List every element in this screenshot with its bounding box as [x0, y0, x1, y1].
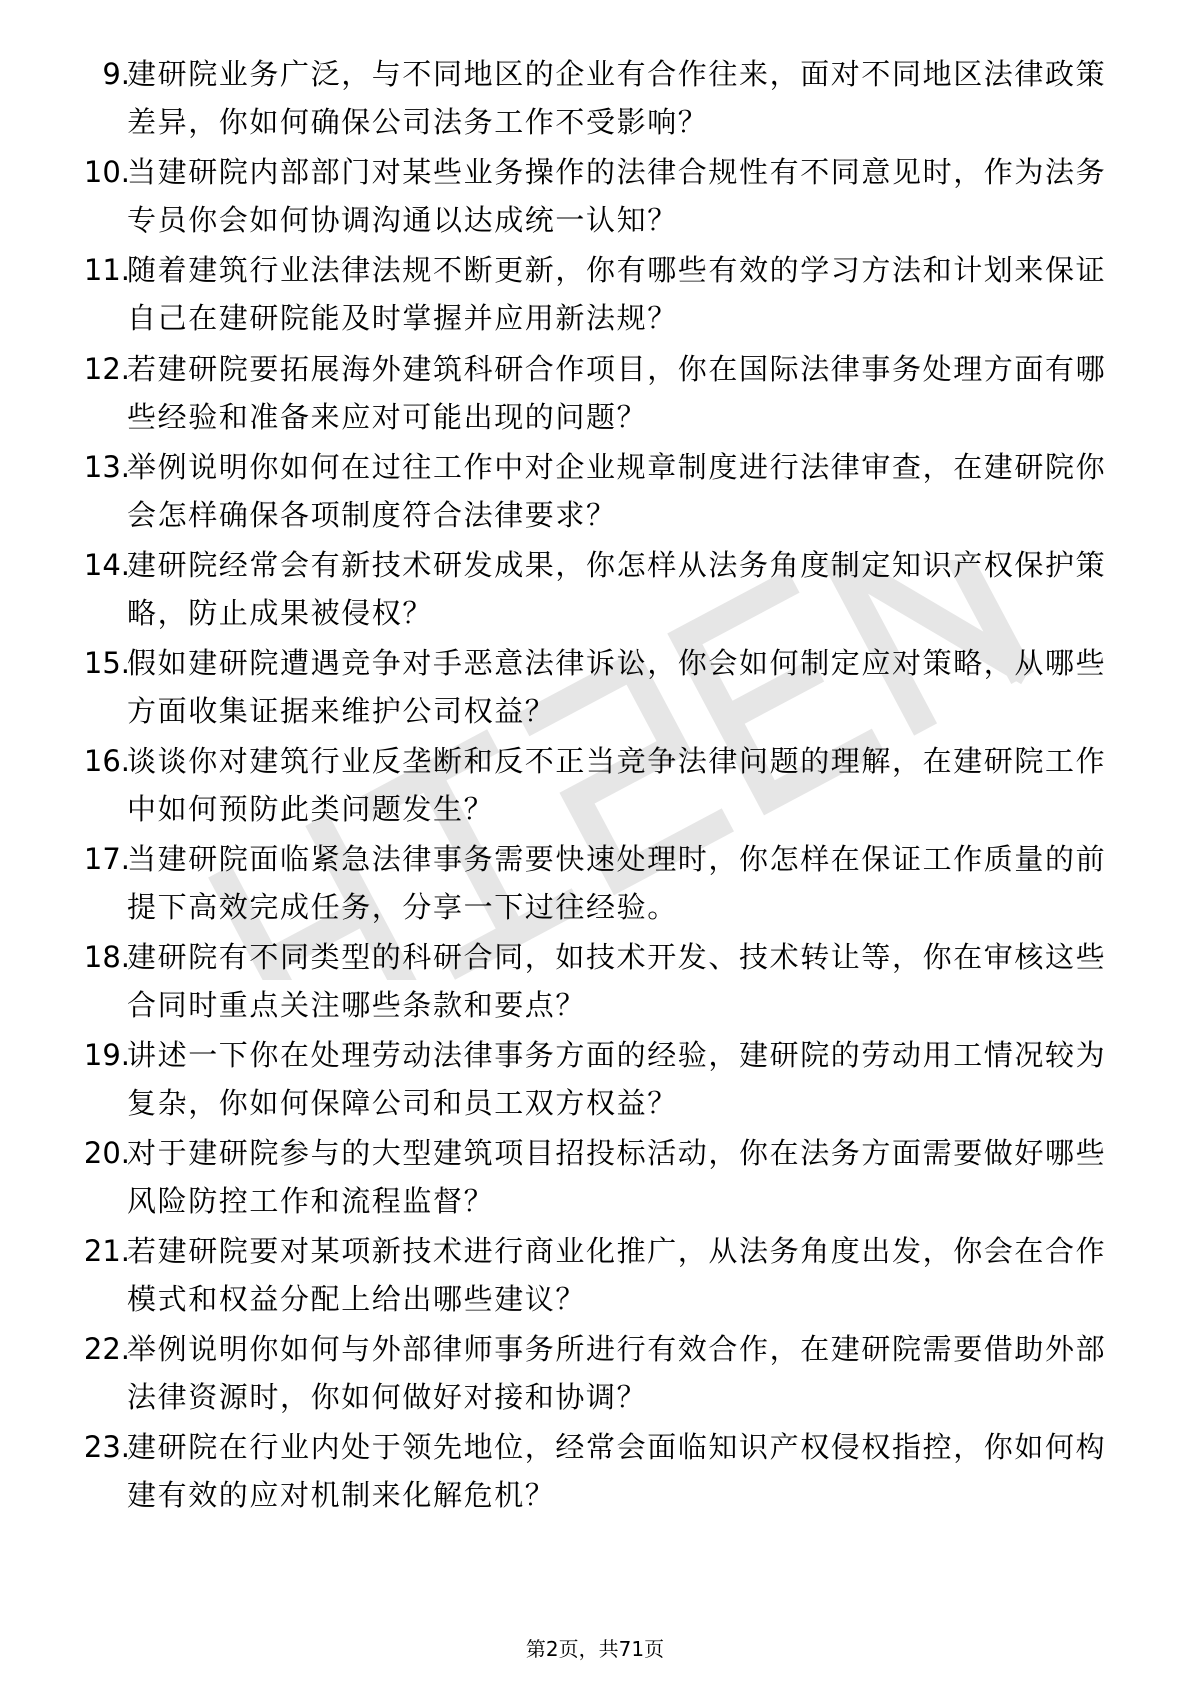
question-number: 18.	[83, 940, 130, 974]
question-text: 谈谈你对建筑行业反垄断和反不正当竞争法律问题的理解，在建研院工作中如何预防此类问题发生？	[127, 744, 1107, 826]
question-text: 讲述一下你在处理劳动法律事务方面的经验，建研院的劳动用工情况较为复杂，你如何保障公司和员工双方权益？	[127, 1038, 1107, 1120]
question-text: 当建研院内部部门对某些业务操作的法律合规性有不同意见时，作为法务专员你会如何协调沟通以达成统一认知？	[127, 155, 1107, 237]
question-text: 当建研院面临紧急法律事务需要快速处理时，你怎样在保证工作质量的前提下高效完成任务，分享一下过往经验。	[127, 842, 1107, 924]
question-text: 建研院经常会有新技术研发成果，你怎样从法务角度制定知识产权保护策略，防止成果被侵权？	[127, 548, 1107, 630]
question-text: 建研院在行业内处于领先地位，经常会面临知识产权侵权指控，你如何构建有效的应对机制来化解危机？	[127, 1430, 1107, 1512]
question-number: 23.	[83, 1430, 130, 1464]
question-number: 13.	[83, 450, 130, 484]
question-number: 16.	[83, 744, 130, 778]
question-number: 10.	[83, 155, 130, 189]
question-text: 建研院业务广泛，与不同地区的企业有合作往来，面对不同地区法律政策差异，你如何确保公司法务工作不受影响？	[127, 57, 1107, 139]
question-number: 15.	[83, 646, 130, 680]
question-number: 11.	[83, 253, 130, 287]
question-number: 12.	[83, 352, 130, 386]
question-number: 19.	[83, 1038, 130, 1072]
question-text: 举例说明你如何在过往工作中对企业规章制度进行法律审查，在建研院你会怎样确保各项制度符合法律要求？	[127, 450, 1107, 532]
question-number: 22.	[83, 1332, 130, 1366]
question-number: 14.	[83, 548, 130, 582]
question-text: 随着建筑行业法律法规不断更新，你有哪些有效的学习方法和计划来保证自己在建研院能及时掌握并应用新法规？	[127, 253, 1107, 335]
question-text: 举例说明你如何与外部律师事务所进行有效合作，在建研院需要借助外部法律资源时，你如何做好对接和协调？	[127, 1332, 1107, 1414]
question-number: 17.	[83, 842, 130, 876]
question-number: 9.	[102, 57, 130, 91]
question-number: 21.	[83, 1234, 130, 1268]
question-text: 假如建研院遭遇竞争对手恶意法律诉讼，你会如何制定应对策略，从哪些方面收集证据来维护公司权益？	[127, 646, 1107, 728]
question-text: 若建研院要对某项新技术进行商业化推广，从法务角度出发，你会在合作模式和权益分配上给出哪些建议？	[127, 1234, 1107, 1316]
question-number: 20.	[83, 1136, 130, 1170]
question-text: 建研院有不同类型的科研合同，如技术开发、技术转让等，你在审核这些合同时重点关注哪些条款和要点？	[127, 940, 1107, 1022]
question-text: 对于建研院参与的大型建筑项目招投标活动，你在法务方面需要做好哪些风险防控工作和流程监督？	[127, 1136, 1107, 1218]
page-footer: 第2页，共71页	[525, 1637, 665, 1661]
question-text: 若建研院要拓展海外建筑科研合作项目，你在国际法律事务处理方面有哪些经验和准备来应对可能出现的问题？	[127, 352, 1107, 434]
